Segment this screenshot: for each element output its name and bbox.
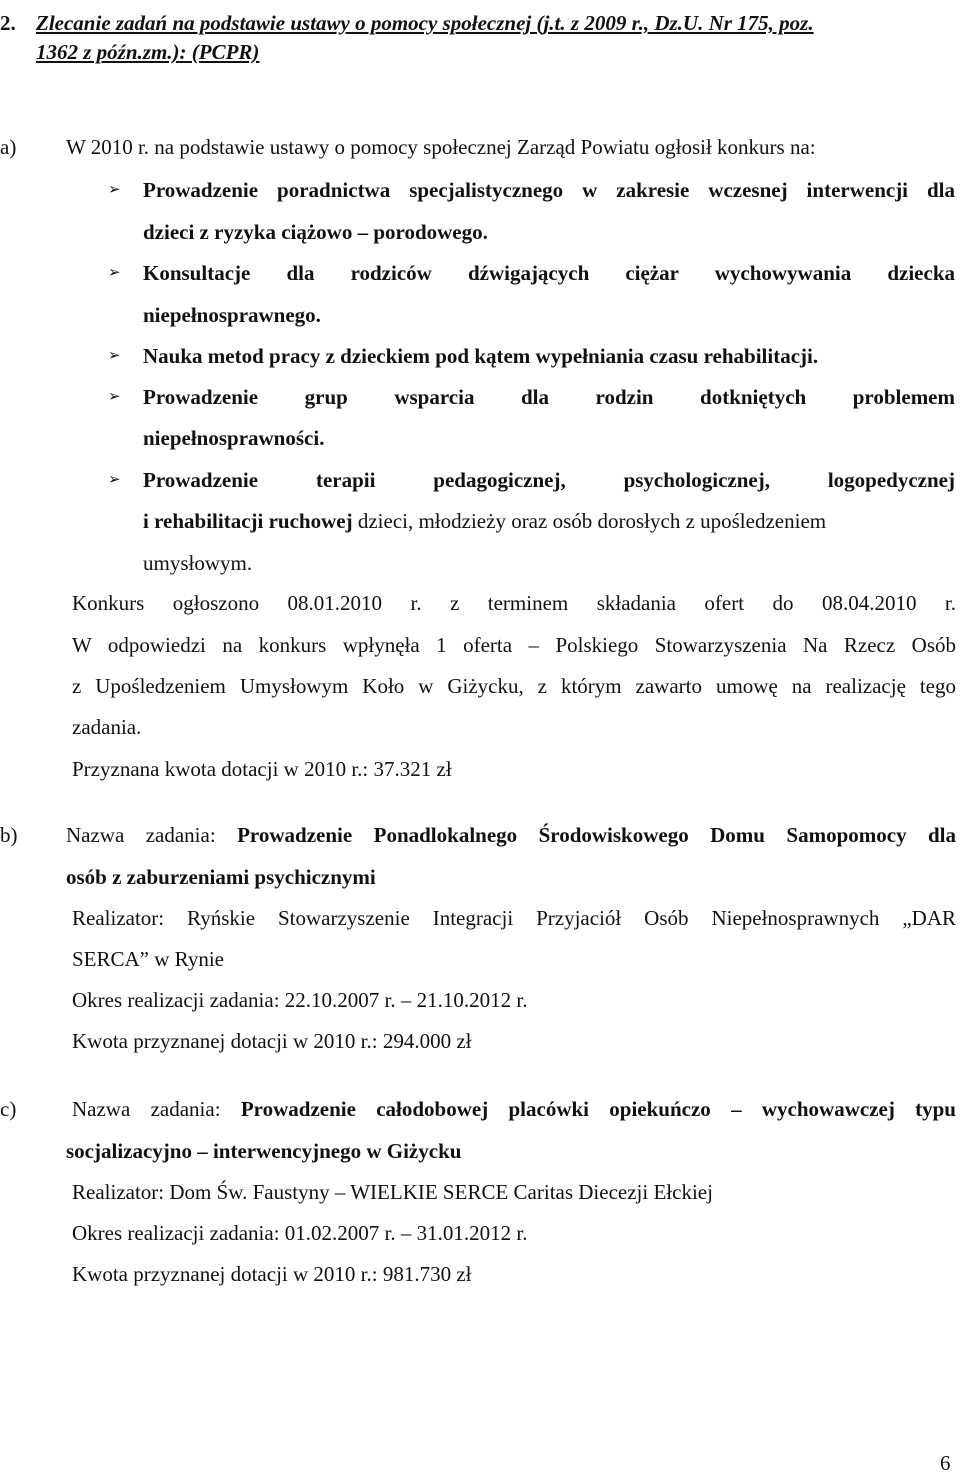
arrowhead-bullet-icon: ➢	[108, 348, 121, 364]
heading-line-2: 1362 z późn.zm.): (PCPR)	[36, 40, 260, 64]
bullet-5-line-3: umysłowym.	[143, 551, 253, 575]
section-b-task-name-line-2: osób z zaburzeniami psychicznymi	[66, 865, 376, 889]
heading-line-1: Zlecanie zadań na podstawie ustawy o pomocy społecznej (j.t. z 2009 r., Dz.U. Nr 175, poz.	[36, 11, 814, 35]
bullet-1-line-2: dzieci z ryzyka ciążowo – porodowego.	[143, 220, 488, 244]
arrowhead-bullet-icon: ➢	[108, 182, 121, 198]
page-number: 6	[940, 1451, 951, 1475]
task-name-value: Prowadzenie całodobowej placówki opiekuńczo – wychowawczej typu	[240, 1097, 956, 1121]
task-name-label: Nazwa zadania:	[72, 1097, 241, 1121]
kwota-dotacji-a: Przyznana kwota dotacji w 2010 r.: 37.321 zł	[72, 757, 452, 781]
arrowhead-bullet-icon: ➢	[108, 472, 121, 488]
konkurs-dates: Konkurs ogłoszono 08.01.2010 r. z terminem składania ofert do 08.04.2010 r.	[72, 591, 956, 615]
task-name-value: Prowadzenie Ponadlokalnego Środowiskowego Domu Samopomocy dla	[237, 823, 957, 847]
bullet-2-line-1: Konsultacje dla rodziców dźwigających ciężar wychowywania dziecka	[143, 261, 955, 285]
bullet-5-bold-part: i rehabilitacji ruchowej	[143, 509, 353, 533]
section-a-intro: W 2010 r. na podstawie ustawy o pomocy społecznej Zarząd Powiatu ogłosił konkurs na:	[66, 135, 816, 159]
section-c-task-name-line-2: socjalizacyjno – interwencyjnego w Giżycku	[66, 1139, 462, 1163]
odpowiedz-line-3: zadania.	[72, 715, 142, 739]
section-c-marker: c)	[0, 1097, 17, 1121]
section-b-realizator-line-1: Realizator: Ryńskie Stowarzyszenie Integracji Przyjaciół Osób Niepełnosprawnych „DAR	[72, 906, 956, 930]
odpowiedz-line-2: z Upośledzeniem Umysłowym Koło w Giżycku, z którym zawarto umowę na realizację tego	[72, 674, 956, 698]
section-b-realizator-line-2: SERCA” w Rynie	[72, 947, 224, 971]
bullet-3-line-1: Nauka metod pracy z dzieckiem pod kątem wypełniania czasu rehabilitacji.	[143, 344, 819, 368]
section-c-kwota: Kwota przyznanej dotacji w 2010 r.: 981.730 zł	[72, 1262, 472, 1286]
section-b-task-name-line-1	[66, 822, 956, 848]
section-c-realizator: Realizator: Dom Św. Faustyny – WIELKIE SERCE Caritas Diecezji Ełckiej	[72, 1180, 713, 1204]
section-b-marker: b)	[0, 823, 18, 847]
bullet-2-line-2: niepełnosprawnego.	[143, 303, 321, 327]
bullet-5-line-2	[143, 508, 826, 534]
bullet-5-regular-part: dzieci, młodzieży oraz osób dorosłych z upośledzeniem	[352, 509, 827, 533]
bullet-4-line-1: Prowadzenie grup wsparcia dla rodzin dotkniętych problemem	[143, 385, 955, 409]
arrowhead-bullet-icon: ➢	[108, 265, 121, 281]
bullet-1-line-1: Prowadzenie poradnictwa specjalistycznego w zakresie wczesnej interwencji dla	[143, 178, 955, 202]
section-a-marker: a)	[0, 135, 17, 159]
bullet-4-line-2: niepełnosprawności.	[143, 426, 325, 450]
task-name-label: Nazwa zadania:	[66, 823, 238, 847]
arrowhead-bullet-icon: ➢	[108, 389, 121, 405]
heading-number: 2.	[0, 11, 16, 35]
section-c-task-name-line-1	[72, 1096, 956, 1122]
section-c-okres: Okres realizacji zadania: 01.02.2007 r. – 31.01.2012 r.	[72, 1221, 528, 1245]
section-b-okres: Okres realizacji zadania: 22.10.2007 r. – 21.10.2012 r.	[72, 988, 528, 1012]
bullet-5-line-1: Prowadzenie terapii pedagogicznej, psychologicznej, logopedycznej	[143, 468, 955, 492]
section-b-kwota: Kwota przyznanej dotacji w 2010 r.: 294.000 zł	[72, 1029, 472, 1053]
odpowiedz-line-1: W odpowiedzi na konkurs wpłynęła 1 oferta – Polskiego Stowarzyszenia Na Rzecz Osób	[72, 633, 956, 657]
